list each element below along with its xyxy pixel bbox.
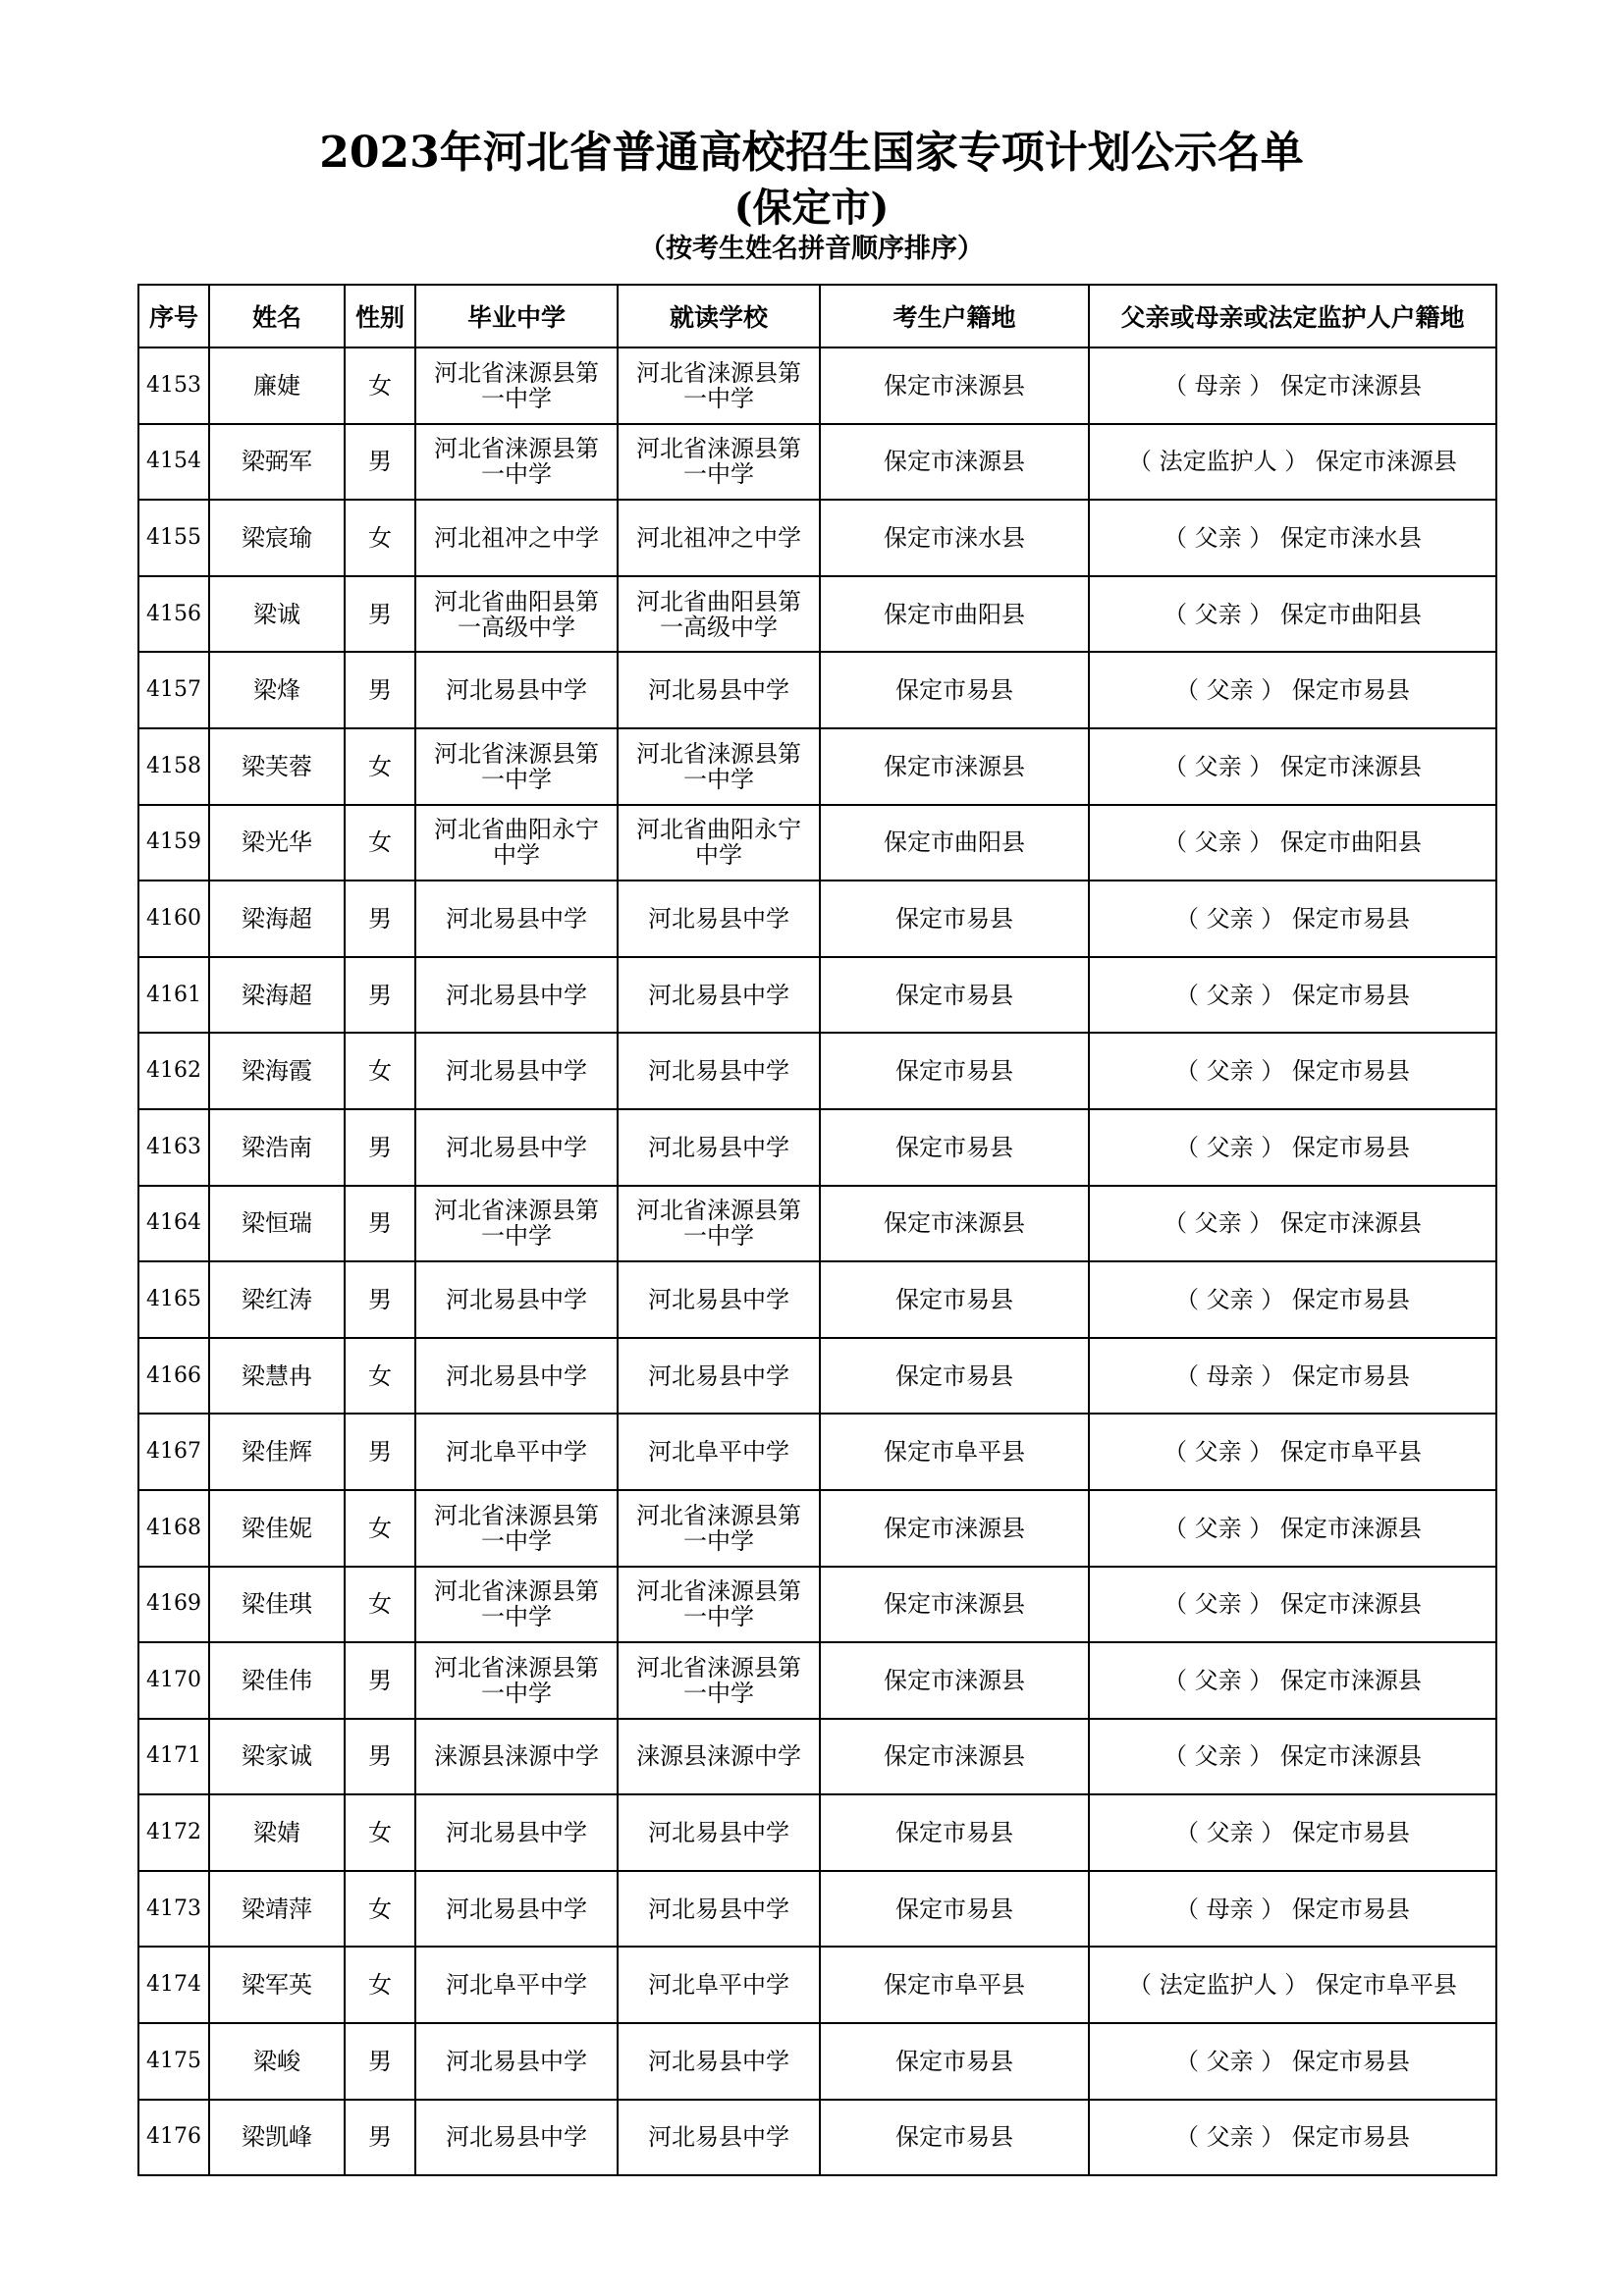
cell-grad-school-text: 河北省涞源县第一中学 [434, 358, 599, 412]
cell-grad-school [415, 1186, 618, 1262]
table-row [138, 957, 1496, 1034]
sort-note: （按考生姓名拼音顺序排序） [639, 234, 984, 264]
cell-current-school [618, 957, 820, 1034]
cell-no: 4170 [138, 1642, 209, 1719]
cell-guardian-hukou: （ 父亲 ） 保定市涞源县 [1089, 1642, 1496, 1719]
cell-guardian-hukou: （ 母亲 ） 保定市易县 [1089, 1871, 1496, 1948]
cell-grad-school-text: 河北省涞源县第一中学 [434, 1197, 599, 1251]
cell-name: 梁靖萍 [209, 1871, 345, 1948]
cell-grad-school [415, 1033, 618, 1109]
table-row [138, 1947, 1496, 2023]
cell-guardian-hukou: （ 父亲 ） 保定市易县 [1089, 957, 1496, 1034]
cell-grad-school-text: 河北省涞源县第一中学 [434, 435, 599, 489]
cell-name: 梁峻 [209, 2023, 345, 2100]
header-grad-school: 毕业中学 [415, 285, 618, 347]
cell-no: 4157 [138, 652, 209, 728]
cell-gender: 男 [345, 1719, 415, 1795]
cell-grad-school [415, 1109, 618, 1186]
cell-hukou: 保定市涞源县 [820, 1719, 1089, 1795]
cell-grad-school [415, 2100, 618, 2176]
cell-name: 梁家诚 [209, 1719, 345, 1795]
cell-grad-school-text: 河北易县中学 [446, 1133, 587, 1161]
cell-no: 4175 [138, 2023, 209, 2100]
cell-grad-school-text: 河北易县中学 [446, 2047, 587, 2075]
table-row [138, 424, 1496, 501]
cell-gender: 男 [345, 576, 415, 653]
cell-guardian-hukou: （ 父亲 ） 保定市易县 [1089, 2023, 1496, 2100]
cell-grad-school-text: 河北易县中学 [446, 1285, 587, 1313]
cell-current-school [618, 881, 820, 957]
cell-current-school [618, 1794, 820, 1871]
cell-guardian-hukou: （ 父亲 ） 保定市易县 [1089, 881, 1496, 957]
cell-gender: 女 [345, 347, 415, 424]
cell-name: 梁佳琪 [209, 1567, 345, 1643]
cell-current-school-text: 河北省曲阳县第一高级中学 [636, 587, 801, 641]
header-current-school: 就读学校 [618, 285, 820, 347]
cell-gender: 男 [345, 1261, 415, 1338]
table-row [138, 1414, 1496, 1490]
cell-grad-school [415, 957, 618, 1034]
table-row [138, 728, 1496, 805]
table-row [138, 500, 1496, 576]
cell-grad-school-text: 河北易县中学 [446, 1819, 587, 1847]
header-no: 序号 [138, 285, 209, 347]
cell-hukou: 保定市曲阳县 [820, 805, 1089, 881]
cell-guardian-hukou: （ 父亲 ） 保定市涞源县 [1089, 1490, 1496, 1567]
cell-no: 4160 [138, 881, 209, 957]
cell-current-school [618, 1338, 820, 1415]
cell-current-school-text: 河北易县中学 [648, 2123, 789, 2152]
cell-current-school [618, 1871, 820, 1948]
cell-hukou: 保定市涞源县 [820, 1642, 1089, 1719]
table-header [138, 285, 1496, 347]
cell-current-school-text: 河北省涞源县第一中学 [636, 1501, 801, 1555]
cell-gender: 男 [345, 957, 415, 1034]
cell-guardian-hukou: （ 父亲 ） 保定市阜平县 [1089, 1414, 1496, 1490]
cell-hukou: 保定市涞源县 [820, 1567, 1089, 1643]
cell-current-school [618, 424, 820, 501]
cell-gender: 男 [345, 881, 415, 957]
cell-hukou: 保定市涞源县 [820, 424, 1089, 501]
cell-guardian-hukou: （ 父亲 ） 保定市涞源县 [1089, 1567, 1496, 1643]
cell-current-school [618, 1490, 820, 1567]
cell-name: 梁芙蓉 [209, 728, 345, 805]
cell-current-school-text: 河北易县中学 [648, 904, 789, 933]
cell-current-school-text: 河北省涞源县第一中学 [636, 1197, 801, 1251]
cell-grad-school [415, 1947, 618, 2023]
cell-name: 梁军英 [209, 1947, 345, 2023]
cell-hukou: 保定市易县 [820, 2100, 1089, 2176]
cell-grad-school [415, 1719, 618, 1795]
table-row [138, 1033, 1496, 1109]
cell-current-school [618, 805, 820, 881]
cell-guardian-hukou: （ 父亲 ） 保定市涞水县 [1089, 500, 1496, 576]
cell-no: 4171 [138, 1719, 209, 1795]
cell-guardian-hukou: （ 父亲 ） 保定市易县 [1089, 1261, 1496, 1338]
cell-no: 4155 [138, 500, 209, 576]
cell-current-school-text: 河北易县中学 [648, 676, 789, 705]
cell-guardian-hukou: （ 父亲 ） 保定市易县 [1089, 1794, 1496, 1871]
cell-current-school-text: 河北易县中学 [648, 1895, 789, 1923]
cell-no: 4156 [138, 576, 209, 653]
cell-current-school [618, 2023, 820, 2100]
cell-current-school [618, 1719, 820, 1795]
cell-current-school [618, 1567, 820, 1643]
cell-current-school [618, 1261, 820, 1338]
cell-guardian-hukou: （ 父亲 ） 保定市易县 [1089, 2100, 1496, 2176]
cell-gender: 女 [345, 728, 415, 805]
cell-gender: 女 [345, 1947, 415, 2023]
cell-hukou: 保定市涞源县 [820, 1490, 1089, 1567]
cell-grad-school-text: 河北祖冲之中学 [434, 523, 599, 552]
cell-grad-school-text: 涞源县涞源中学 [434, 1742, 599, 1771]
cell-hukou: 保定市易县 [820, 2023, 1089, 2100]
cell-name: 梁佳伟 [209, 1642, 345, 1719]
cell-hukou: 保定市易县 [820, 1794, 1089, 1871]
cell-grad-school-text: 河北易县中学 [446, 1057, 587, 1086]
cell-guardian-hukou: （ 父亲 ） 保定市涞源县 [1089, 728, 1496, 805]
cell-grad-school-text: 河北省涞源县第一中学 [434, 1653, 599, 1707]
table-row [138, 652, 1496, 728]
cell-current-school-text: 河北省曲阳永宁中学 [636, 816, 801, 870]
cell-current-school-text: 涞源县涞源中学 [636, 1742, 801, 1771]
cell-no: 4154 [138, 424, 209, 501]
cell-hukou: 保定市易县 [820, 881, 1089, 957]
header-gender: 性别 [345, 285, 415, 347]
header-guardian-hukou: 父亲或母亲或法定监护人户籍地 [1089, 285, 1496, 347]
cell-grad-school [415, 1871, 618, 1948]
cell-current-school-text: 河北祖冲之中学 [636, 523, 801, 552]
cell-grad-school [415, 805, 618, 881]
cell-no: 4165 [138, 1261, 209, 1338]
cell-grad-school [415, 424, 618, 501]
cell-grad-school [415, 1338, 618, 1415]
cell-no: 4176 [138, 2100, 209, 2176]
cell-hukou: 保定市涞源县 [820, 347, 1089, 424]
cell-gender: 女 [345, 1033, 415, 1109]
page-subtitle: (保定市) [733, 185, 890, 231]
page-title: 2023年河北省普通高校招生国家专项计划公示名单 [319, 128, 1304, 178]
cell-guardian-hukou: （ 父亲 ） 保定市曲阳县 [1089, 805, 1496, 881]
cell-current-school [618, 347, 820, 424]
cell-grad-school-text: 河北易县中学 [446, 2123, 587, 2152]
cell-no: 4173 [138, 1871, 209, 1948]
table-row [138, 347, 1496, 424]
cell-name: 梁光华 [209, 805, 345, 881]
table-row [138, 1109, 1496, 1186]
cell-name: 梁诚 [209, 576, 345, 653]
cell-no: 4153 [138, 347, 209, 424]
cell-name: 梁佳妮 [209, 1490, 345, 1567]
cell-name: 梁婧 [209, 1794, 345, 1871]
cell-current-school [618, 1642, 820, 1719]
cell-grad-school [415, 1490, 618, 1567]
cell-hukou: 保定市阜平县 [820, 1947, 1089, 2023]
table-row [138, 2023, 1496, 2100]
cell-current-school [618, 652, 820, 728]
cell-grad-school-text: 河北省涞源县第一中学 [434, 1501, 599, 1555]
cell-hukou: 保定市易县 [820, 1261, 1089, 1338]
cell-no: 4159 [138, 805, 209, 881]
cell-hukou: 保定市易县 [820, 1871, 1089, 1948]
cell-guardian-hukou: （ 母亲 ） 保定市易县 [1089, 1338, 1496, 1415]
cell-no: 4163 [138, 1109, 209, 1186]
cell-no: 4162 [138, 1033, 209, 1109]
cell-grad-school-text: 河北易县中学 [446, 1362, 587, 1390]
cell-gender: 男 [345, 1642, 415, 1719]
cell-gender: 男 [345, 652, 415, 728]
cell-grad-school [415, 347, 618, 424]
cell-name: 梁海超 [209, 957, 345, 1034]
cell-no: 4169 [138, 1567, 209, 1643]
cell-grad-school-text: 河北易县中学 [446, 904, 587, 933]
cell-guardian-hukou: （ 父亲 ） 保定市涞源县 [1089, 1186, 1496, 1262]
cell-gender: 男 [345, 2100, 415, 2176]
cell-gender: 女 [345, 805, 415, 881]
table-row [138, 1261, 1496, 1338]
cell-grad-school-text: 河北省曲阳县第一高级中学 [434, 587, 599, 641]
cell-grad-school-text: 河北易县中学 [446, 981, 587, 1009]
cell-current-school [618, 1414, 820, 1490]
cell-current-school-text: 河北省涞源县第一中学 [636, 1653, 801, 1707]
cell-guardian-hukou: （ 父亲 ） 保定市易县 [1089, 1109, 1496, 1186]
cell-gender: 女 [345, 1794, 415, 1871]
table-row [138, 1871, 1496, 1948]
cell-gender: 女 [345, 1490, 415, 1567]
cell-no: 4167 [138, 1414, 209, 1490]
cell-grad-school [415, 1414, 618, 1490]
header-row [138, 285, 1496, 347]
cell-name: 梁恒瑞 [209, 1186, 345, 1262]
cell-hukou: 保定市易县 [820, 1338, 1089, 1415]
cell-no: 4161 [138, 957, 209, 1034]
cell-gender: 女 [345, 1871, 415, 1948]
cell-current-school [618, 1033, 820, 1109]
cell-grad-school [415, 576, 618, 653]
cell-current-school-text: 河北省涞源县第一中学 [636, 1577, 801, 1631]
table-row [138, 1642, 1496, 1719]
cell-grad-school [415, 728, 618, 805]
cell-grad-school [415, 1567, 618, 1643]
cell-hukou: 保定市阜平县 [820, 1414, 1089, 1490]
cell-grad-school [415, 1794, 618, 1871]
cell-grad-school [415, 2023, 618, 2100]
cell-guardian-hukou: （ 法定监护人 ） 保定市阜平县 [1089, 1947, 1496, 2023]
cell-grad-school [415, 652, 618, 728]
cell-grad-school-text: 河北省涞源县第一中学 [434, 739, 599, 793]
cell-name: 梁海霞 [209, 1033, 345, 1109]
cell-no: 4168 [138, 1490, 209, 1567]
cell-name: 梁海超 [209, 881, 345, 957]
table-row [138, 1490, 1496, 1567]
cell-guardian-hukou: （ 父亲 ） 保定市易县 [1089, 1033, 1496, 1109]
table-row [138, 1719, 1496, 1795]
cell-hukou: 保定市涞源县 [820, 728, 1089, 805]
cell-grad-school-text: 河北省曲阳永宁中学 [434, 816, 599, 870]
cell-grad-school [415, 881, 618, 957]
cell-name: 梁凯峰 [209, 2100, 345, 2176]
cell-current-school [618, 576, 820, 653]
cell-current-school [618, 1186, 820, 1262]
cell-grad-school-text: 河北易县中学 [446, 1895, 587, 1923]
cell-name: 廉婕 [209, 347, 345, 424]
cell-grad-school-text: 河北易县中学 [446, 676, 587, 705]
cell-grad-school [415, 1261, 618, 1338]
cell-guardian-hukou: （ 母亲 ） 保定市涞源县 [1089, 347, 1496, 424]
cell-current-school [618, 1109, 820, 1186]
candidate-table [137, 284, 1497, 2176]
cell-grad-school [415, 1642, 618, 1719]
cell-current-school [618, 2100, 820, 2176]
cell-current-school-text: 河北易县中学 [648, 1285, 789, 1313]
table-body [138, 347, 1496, 2175]
cell-hukou: 保定市涞源县 [820, 1186, 1089, 1262]
cell-gender: 男 [345, 424, 415, 501]
cell-hukou: 保定市易县 [820, 957, 1089, 1034]
cell-current-school-text: 河北阜平中学 [648, 1438, 789, 1467]
table-row [138, 576, 1496, 653]
cell-name: 梁慧冉 [209, 1338, 345, 1415]
cell-gender: 男 [345, 1109, 415, 1186]
cell-current-school-text: 河北易县中学 [648, 981, 789, 1009]
cell-no: 4164 [138, 1186, 209, 1262]
cell-current-school-text: 河北省涞源县第一中学 [636, 435, 801, 489]
table-row [138, 805, 1496, 881]
cell-gender: 男 [345, 1186, 415, 1262]
cell-hukou: 保定市易县 [820, 652, 1089, 728]
cell-gender: 男 [345, 2023, 415, 2100]
cell-current-school-text: 河北省涞源县第一中学 [636, 358, 801, 412]
table-row [138, 1567, 1496, 1643]
cell-current-school [618, 728, 820, 805]
cell-current-school-text: 河北易县中学 [648, 1819, 789, 1847]
cell-no: 4174 [138, 1947, 209, 2023]
cell-guardian-hukou: （ 父亲 ） 保定市易县 [1089, 652, 1496, 728]
cell-grad-school-text: 河北阜平中学 [446, 1971, 587, 2000]
table-row [138, 881, 1496, 957]
cell-hukou: 保定市易县 [820, 1109, 1089, 1186]
cell-hukou: 保定市易县 [820, 1033, 1089, 1109]
cell-grad-school-text: 河北省涞源县第一中学 [434, 1577, 599, 1631]
table-row [138, 1338, 1496, 1415]
cell-gender: 女 [345, 1567, 415, 1643]
cell-gender: 女 [345, 1338, 415, 1415]
cell-no: 4166 [138, 1338, 209, 1415]
cell-name: 梁烽 [209, 652, 345, 728]
table-row [138, 1186, 1496, 1262]
cell-current-school-text: 河北易县中学 [648, 1133, 789, 1161]
cell-guardian-hukou: （ 法定监护人 ） 保定市涞源县 [1089, 424, 1496, 501]
header-hukou: 考生户籍地 [820, 285, 1089, 347]
cell-gender: 女 [345, 500, 415, 576]
cell-current-school-text: 河北阜平中学 [648, 1971, 789, 2000]
cell-current-school [618, 1947, 820, 2023]
table-row [138, 2100, 1496, 2176]
cell-guardian-hukou: （ 父亲 ） 保定市曲阳县 [1089, 576, 1496, 653]
cell-guardian-hukou: （ 父亲 ） 保定市涞源县 [1089, 1719, 1496, 1795]
cell-name: 梁宸瑜 [209, 500, 345, 576]
cell-current-school [618, 500, 820, 576]
cell-grad-school-text: 河北阜平中学 [446, 1438, 587, 1467]
cell-no: 4158 [138, 728, 209, 805]
cell-hukou: 保定市涞水县 [820, 500, 1089, 576]
cell-current-school-text: 河北易县中学 [648, 1362, 789, 1390]
header-name: 姓名 [209, 285, 345, 347]
cell-name: 梁浩南 [209, 1109, 345, 1186]
cell-name: 梁弼军 [209, 424, 345, 501]
cell-name: 梁佳辉 [209, 1414, 345, 1490]
cell-hukou: 保定市曲阳县 [820, 576, 1089, 653]
cell-gender: 男 [345, 1414, 415, 1490]
cell-current-school-text: 河北省涞源县第一中学 [636, 739, 801, 793]
cell-grad-school [415, 500, 618, 576]
cell-no: 4172 [138, 1794, 209, 1871]
cell-current-school-text: 河北易县中学 [648, 1057, 789, 1086]
cell-current-school-text: 河北易县中学 [648, 2047, 789, 2075]
table-row [138, 1794, 1496, 1871]
cell-name: 梁红涛 [209, 1261, 345, 1338]
